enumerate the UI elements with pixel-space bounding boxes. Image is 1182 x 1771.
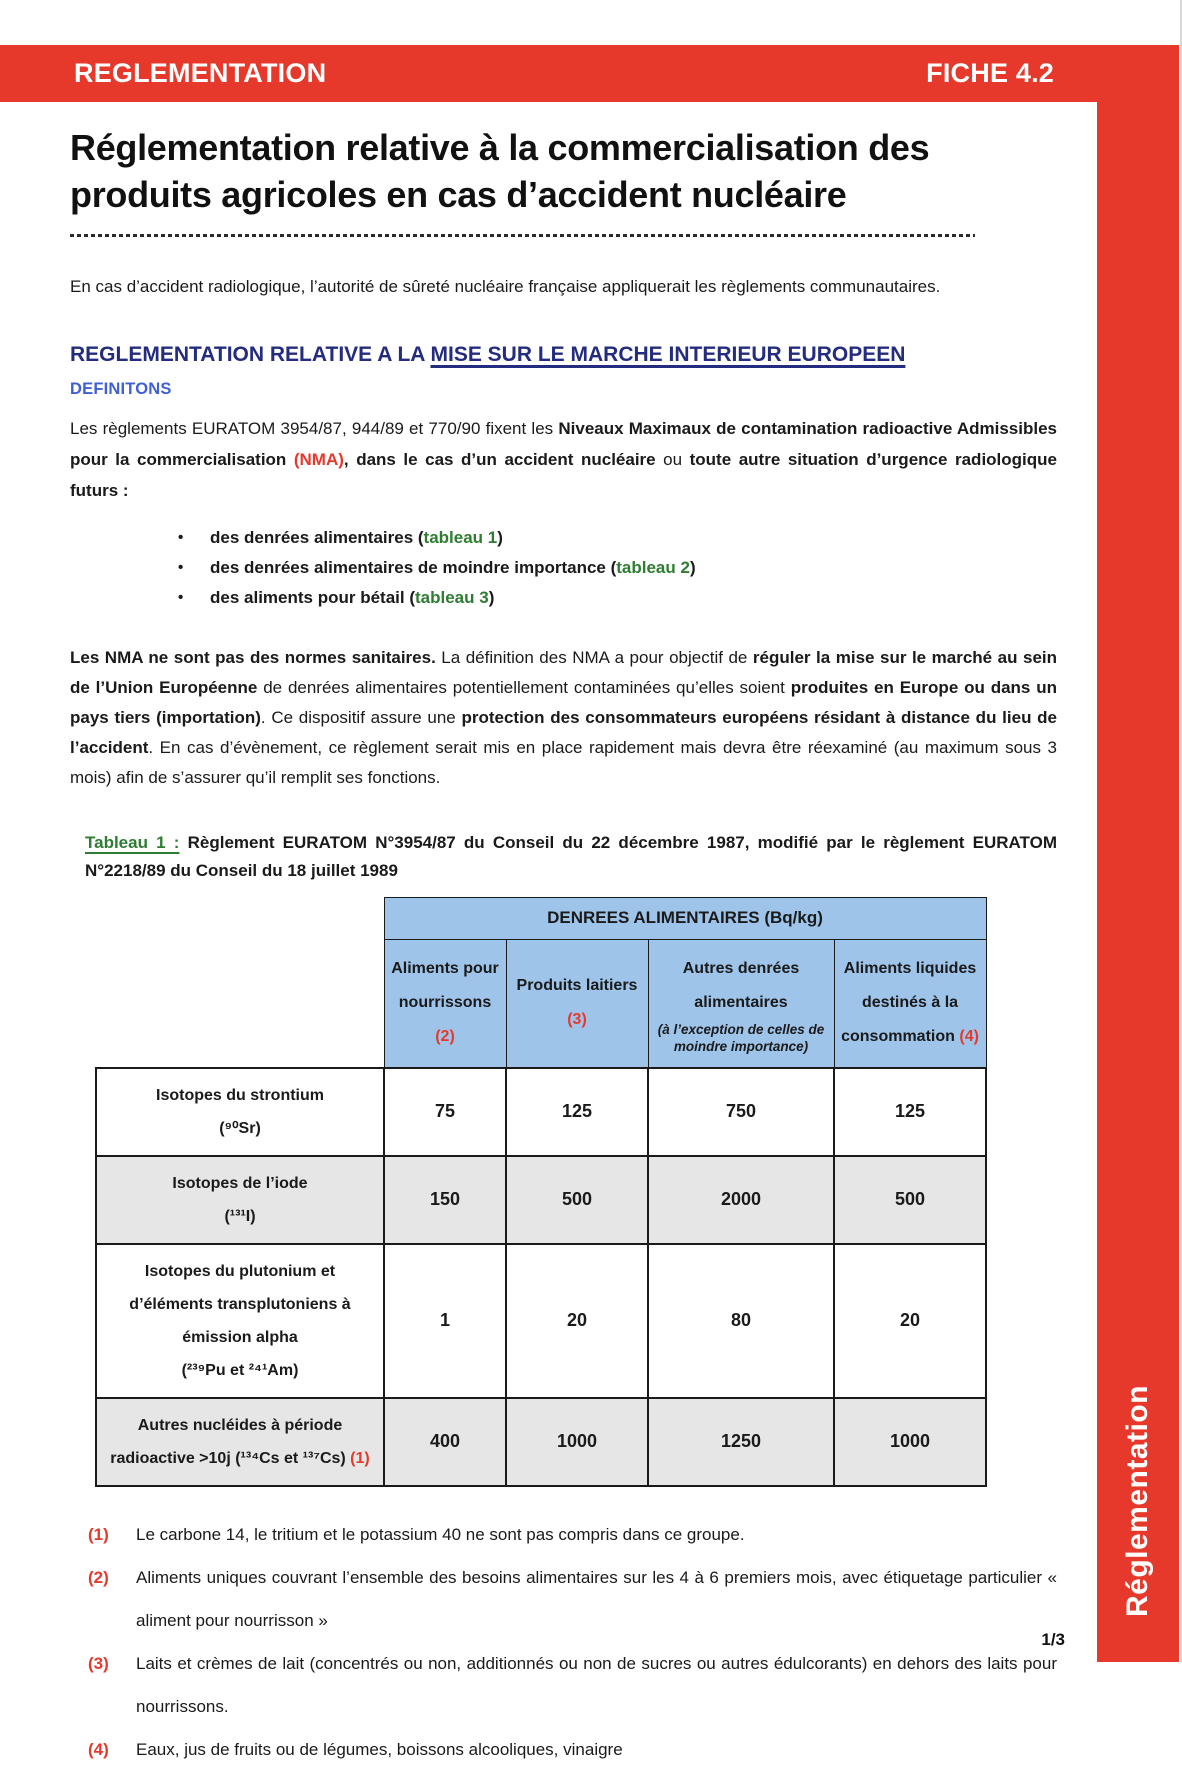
footnote-text: Le carbone 14, le tritium et le potassium 40 ne sont pas compris dans ce groupe. — [136, 1524, 745, 1544]
footnote-2 — [88, 1556, 1057, 1642]
text-segment-bold: , — [343, 449, 357, 469]
text-segment: . Ce dispositif assure une — [260, 707, 462, 727]
footnote-number: (1) — [88, 1524, 109, 1544]
value-cell: 1000 — [506, 1398, 648, 1486]
table-row-iode — [96, 1156, 986, 1244]
text-segment-bold: protection des consommateurs européens résidant à distance du lieu de l’accident — [70, 707, 1057, 757]
row-label-cell — [96, 1398, 384, 1486]
row-label: Isotopes du plutonium et d’éléments transplutoniens à émission alpha — [129, 1262, 351, 1346]
nma-table — [95, 897, 987, 1487]
value-cell: 2000 — [648, 1156, 834, 1244]
text-segment-bold: réguler la mise sur le marché au sein de l’Union Européenne — [70, 647, 1058, 697]
footnote-ref: (1) — [350, 1449, 370, 1467]
column-header-text: Autres denrées alimentaires — [682, 959, 800, 1011]
page-number: 1/3 — [1041, 1630, 1065, 1649]
bullet-list — [70, 523, 1057, 613]
column-header-nourrissons — [384, 939, 506, 1068]
nma-abbreviation: (NMA) — [293, 449, 344, 469]
value-cell: 750 — [648, 1068, 834, 1156]
row-label-cell — [96, 1156, 384, 1244]
value-cell: 150 — [384, 1156, 506, 1244]
dashed-divider — [70, 234, 975, 237]
value-cell: 500 — [506, 1156, 648, 1244]
text-segment-bold: toute autre situation d’urgence radiologique futurs : — [70, 449, 1057, 500]
text-segment: . En cas d’évènement, ce règlement serait mis en place rapidement mais devra être réexaminé (au maximum sous 3 mois) afin de s’assurer qu’il remplit ses fonctions. — [70, 737, 1057, 787]
value-cell: 20 — [506, 1244, 648, 1398]
definitions-paragraph — [70, 413, 1057, 506]
side-band — [1097, 102, 1179, 1662]
text-segment-bold: dans le cas d’un accident nucléaire — [356, 449, 656, 469]
row-label: Autres nucléides à période radioactive >10j (¹³⁴Cs et ¹³⁷Cs) — [110, 1416, 346, 1467]
footnote-ref: (4) — [959, 1028, 979, 1045]
footnote-text: Laits et crèmes de lait (concentrés ou non, additionnés ou non de sucres ou autres édulcorants) en dehors des laits pour nourrissons. — [136, 1653, 1057, 1716]
footnote-3 — [88, 1642, 1057, 1728]
table-row-strontium — [96, 1068, 986, 1156]
banner-title: REGLEMENTATION — [74, 58, 327, 88]
table-caption-text: Règlement EURATOM N°3954/87 du Conseil du 22 décembre 1987, modifié par le règlement EURATOM N°2218/89 du Conseil du 18 juillet 1989 — [85, 832, 1057, 880]
column-header-subtext: (à l’exception de celles de moindre importance) — [657, 1021, 825, 1054]
intro-paragraph: En cas d’accident radiologique, l’autorité de sûreté nucléaire française appliquerait les règlements communautaires. — [70, 276, 941, 296]
footnote-number: (3) — [88, 1653, 109, 1673]
column-header-autres-denrees — [648, 939, 834, 1068]
bullet-item-3 — [70, 583, 1057, 613]
value-cell: 500 — [834, 1156, 986, 1244]
value-cell: 1000 — [834, 1398, 986, 1486]
text-segment: de denrées alimentaires potentiellement contaminées qu’elles soient — [257, 677, 791, 697]
row-label: Isotopes du strontium — [156, 1086, 324, 1104]
tableau-1-link[interactable]: tableau 1 — [423, 527, 498, 547]
value-cell: 1 — [384, 1244, 506, 1398]
nma-explanation-paragraph — [70, 643, 1057, 793]
value-cell: 20 — [834, 1244, 986, 1398]
value-cell: 80 — [648, 1244, 834, 1398]
footnote-text: Aliments uniques couvrant l’ensemble des besoins alimentaires sur les 4 à 6 premiers mois, avec étiquetage particulier « aliment pour nourrisson » — [136, 1567, 1057, 1630]
column-header-text: Aliments pour nourrissons — [391, 960, 499, 1011]
fiche-number: FICHE 4.2 — [926, 58, 1054, 88]
table-caption — [85, 829, 1057, 885]
tableau-2-link[interactable]: tableau 2 — [616, 557, 690, 577]
footnote-number: (2) — [88, 1567, 109, 1587]
table-caption-label: Tableau 1 : — [85, 832, 180, 852]
isotope-notation: (¹³¹I) — [224, 1207, 256, 1225]
bullet-text: ) — [488, 587, 495, 607]
value-cell: 1250 — [648, 1398, 834, 1486]
page-content — [0, 102, 1097, 1771]
column-header-liquides — [834, 939, 986, 1068]
text-segment-bold: Niveaux Maximaux de contamination radioactive Admissibles pour la commercialisation — [70, 418, 1058, 469]
bullet-item-1 — [70, 523, 1057, 553]
footnote-text: Eaux, jus de fruits ou de légumes, boissons alcooliques, vinaigre — [136, 1739, 623, 1759]
group-header-cell: DENREES ALIMENTAIRES (Bq/kg) — [384, 897, 986, 939]
page-title-line2: produits agricoles en cas d’accident nucléaire — [70, 174, 847, 215]
bullet-item-2 — [70, 553, 1057, 583]
value-cell: 75 — [384, 1068, 506, 1156]
bullet-icon: • — [178, 588, 184, 606]
value-cell: 125 — [506, 1068, 648, 1156]
side-tab-label: Réglementation — [1121, 1384, 1154, 1617]
row-label: Isotopes de l’iode — [172, 1174, 308, 1192]
bullet-icon: • — [178, 558, 184, 576]
ghost-cell — [96, 897, 384, 939]
ghost-cell — [96, 939, 384, 1068]
footnote-number: (4) — [88, 1739, 109, 1759]
bullet-text: des aliments pour bétail ( — [210, 587, 415, 607]
column-header-laitiers — [506, 939, 648, 1068]
text-segment-bold: produites en Europe ou dans un pays tiers (importation) — [70, 677, 1057, 727]
row-label-cell — [96, 1244, 384, 1398]
side-tab — [1097, 1385, 1179, 1617]
bullet-text: ) — [689, 557, 696, 577]
column-header-text: Aliments liquides destinés à la consommation — [841, 960, 977, 1045]
table-column-header-row — [96, 939, 986, 1068]
table-row-plutonium — [96, 1244, 986, 1398]
text-segment-bold: Les NMA ne sont pas des normes sanitaires. — [70, 647, 436, 667]
footnote-ref: (2) — [435, 1028, 455, 1045]
page-title-line1: Réglementation relative à la commercialisation des — [70, 127, 930, 168]
section-heading-plain: REGLEMENTATION RELATIVE A LA — [70, 342, 431, 366]
bullet-text: ) — [497, 527, 503, 547]
text-segment: La définition des NMA a pour objectif de — [435, 647, 753, 667]
row-label-cell — [96, 1068, 384, 1156]
table-wrapper — [95, 897, 1057, 1487]
section-heading — [70, 343, 1057, 367]
definitions-subheading: DEFINITONS — [70, 379, 172, 398]
table-group-header-row — [96, 897, 986, 939]
isotope-notation: (⁹⁰Sr) — [219, 1119, 261, 1137]
bullet-icon: • — [178, 528, 184, 546]
text-segment: Les règlements EURATOM 3954/87, 944/89 et 770/90 fixent les — [70, 418, 559, 438]
isotope-notation: (²³⁹Pu et ²⁴¹Am) — [181, 1361, 299, 1379]
bullet-text: des denrées alimentaires de moindre importance ( — [210, 557, 617, 577]
value-cell: 400 — [384, 1398, 506, 1486]
footnote-4 — [88, 1728, 1057, 1771]
table-row-autres-nucleides — [96, 1398, 986, 1486]
footnotes — [88, 1513, 1057, 1771]
text-segment: ou — [655, 449, 690, 469]
column-header-text: Produits laitiers — [516, 977, 638, 994]
top-banner — [0, 45, 1179, 102]
footnote-ref: (3) — [567, 1011, 587, 1028]
bullet-text: des denrées alimentaires ( — [210, 527, 424, 547]
page-title — [70, 124, 1057, 218]
tableau-3-link[interactable]: tableau 3 — [415, 587, 489, 607]
footnote-1 — [88, 1513, 1057, 1556]
value-cell: 125 — [834, 1068, 986, 1156]
section-heading-underlined: MISE SUR LE MARCHE INTERIEUR EUROPEEN — [430, 342, 906, 366]
